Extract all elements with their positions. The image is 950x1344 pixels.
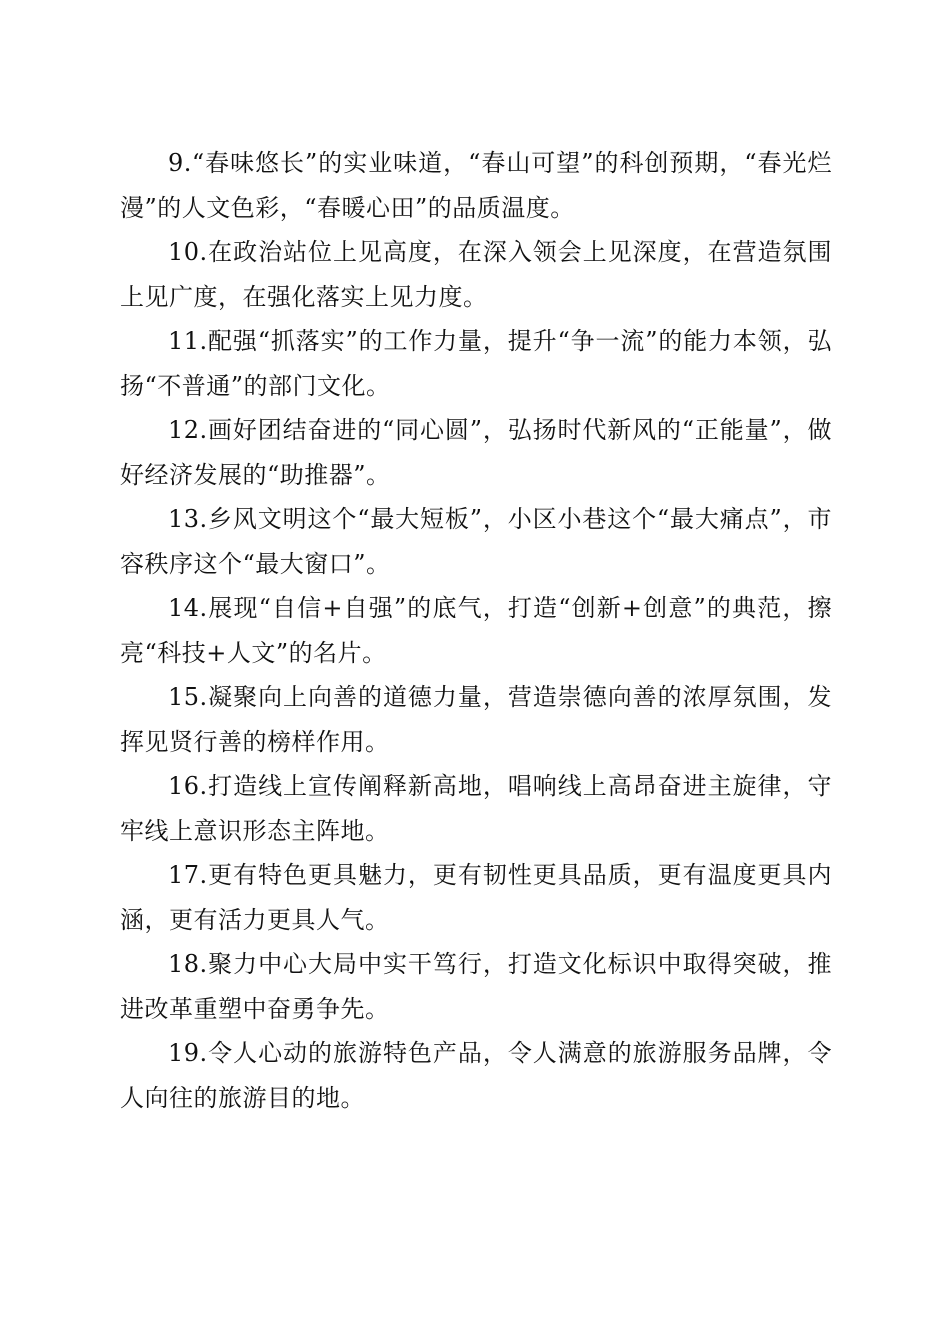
- paragraph-19: 19.令人心动的旅游特色产品，令人满意的旅游服务品牌，令人向往的旅游目的地。: [120, 1039, 832, 1112]
- paragraph-15: 15.凝聚向上向善的道德力量，营造崇德向善的浓厚氛围，发挥见贤行善的榜样作用。: [120, 683, 832, 756]
- paragraph-18: 18.聚力中心大局中实干笃行，打造文化标识中取得突破，推进改革重塑中奋勇争先。: [120, 950, 832, 1023]
- document-body: [120, 141, 832, 1120]
- paragraph-12: 12.画好团结奋进的“同心圆”，弘扬时代新风的“正能量”，做好经济发展的“助推器”。: [120, 416, 832, 489]
- paragraph-14: 14.展现“自信+自强”的底气，打造“创新+创意”的典范，擦亮“科技+人文”的名片。: [120, 594, 832, 667]
- paragraph-16: 16.打造线上宣传阐释新高地，唱响线上高昂奋进主旋律，守牢线上意识形态主阵地。: [120, 772, 832, 845]
- paragraph-11: 11.配强“抓落实”的工作力量，提升“争一流”的能力本领，弘扬“不普通”的部门文化。: [120, 327, 832, 400]
- paragraph-9: 9.“春味悠长”的实业味道，“春山可望”的科创预期，“春光烂漫”的人文色彩，“春暖心田”的品质温度。: [120, 149, 832, 222]
- paragraph-10: 10.在政治站位上见高度，在深入领会上见深度，在营造氛围上见广度，在强化落实上见力度。: [120, 238, 832, 311]
- paragraph-17: 17.更有特色更具魅力，更有韧性更具品质，更有温度更具内涵，更有活力更具人气。: [120, 861, 832, 934]
- paragraph-13: 13.乡风文明这个“最大短板”，小区小巷这个“最大痛点”，市容秩序这个“最大窗口”。: [120, 505, 832, 578]
